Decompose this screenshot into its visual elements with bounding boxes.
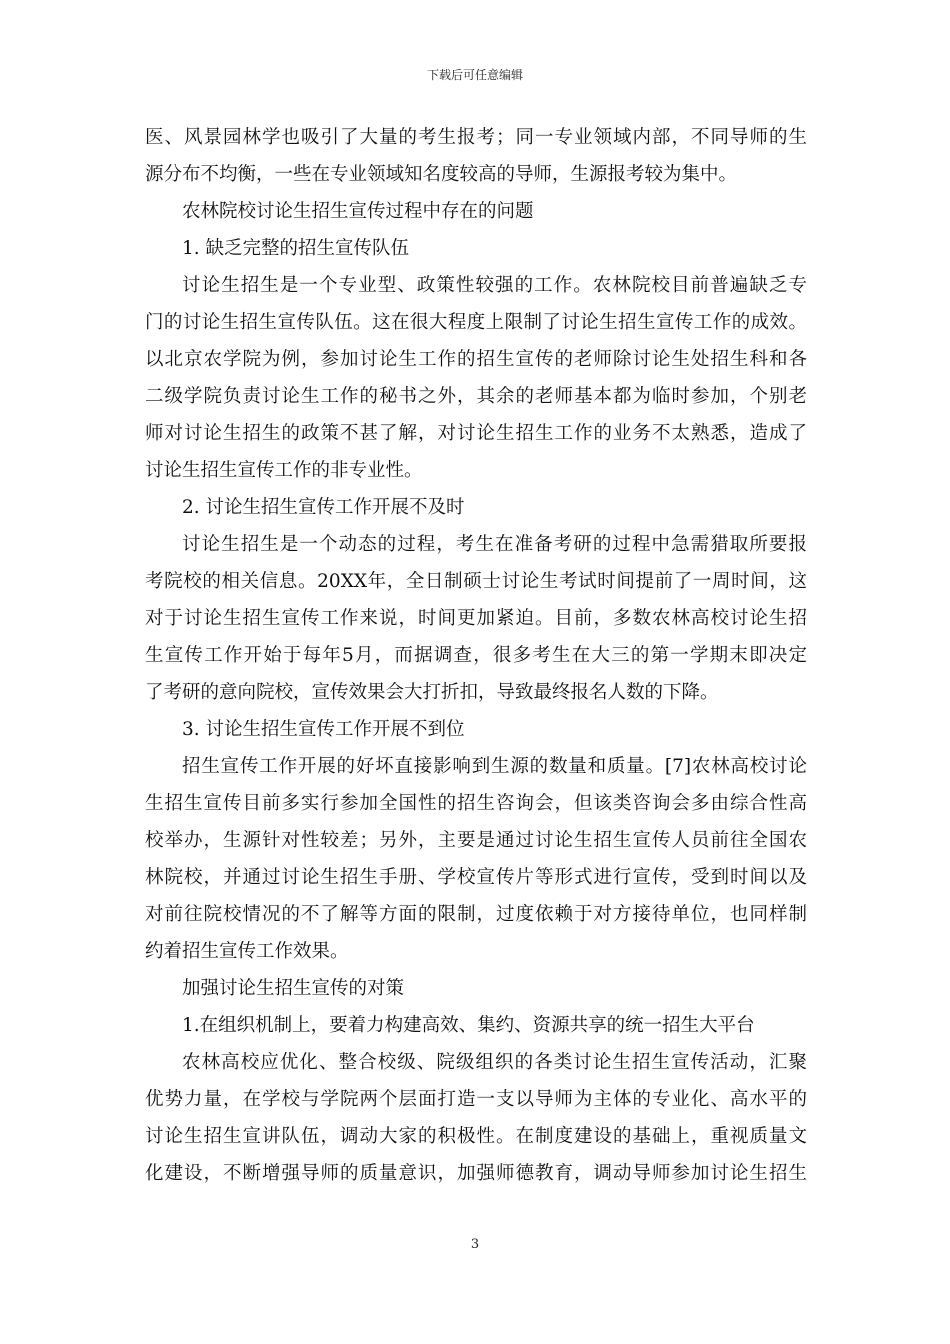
text-line: 了考研的意向院校，宣传效果会大打折扣，导致最终报名人数的下降。: [145, 682, 719, 703]
text-line: 医、风景园林学也吸引了大量的考生报考；同一专业领域内部，不同导师的生: [145, 127, 807, 148]
text-line: 以北京农学院为例，参加讨论生工作的招生宣传的老师除讨论生处招生科和各: [145, 349, 807, 370]
text-line: 讨论生招生宣讲队伍，调动大家的积极性。在制度建设的基础上，重视质量文: [145, 1126, 807, 1147]
text-line: 优势力量，在学校与学院两个层面打造一支以导师为主体的专业化、高水平的: [145, 1089, 807, 1110]
text-line: 3. 讨论生招生宣传工作开展不到位: [182, 719, 465, 740]
text-line: 讨论生招生是一个专业型、政策性较强的工作。农林院校目前普遍缺乏专: [182, 275, 807, 296]
text-line: 对前往院校情况的不了解等方面的限制，过度依赖于对方接待单位，也同样制: [145, 904, 807, 925]
text-line: 2. 讨论生招生宣传工作开展不及时: [182, 497, 465, 518]
text-line: 考院校的相关信息。20XX年，全日制硕士讨论生考试时间提前了一周时间，这: [145, 571, 807, 592]
text-line: 师对讨论生招生的政策不甚了解，对讨论生招生工作的业务不太熟悉，造成了: [145, 423, 807, 444]
text-line: 对于讨论生招生宣传工作来说，时间更加紧迫。目前，多数农林高校讨论生招: [145, 608, 807, 629]
text-line: 讨论生招生宣传工作的非专业性。: [145, 460, 423, 481]
text-line: 生招生宣传目前多实行参加全国性的招生咨询会，但该类咨询会多由综合性高: [145, 793, 807, 814]
text-line: 门的讨论生招生宣传队伍。这在很大程度上限制了讨论生招生宣传工作的成效。: [145, 312, 807, 333]
text-line: 约着招生宣传工作效果。: [145, 941, 349, 962]
text-line: 农林院校讨论生招生宣传过程中存在的问题: [182, 201, 534, 222]
page-number: 3: [470, 1237, 480, 1252]
text-line: 农林高校应优化、整合校级、院级组织的各类讨论生招生宣传活动，汇聚: [182, 1052, 807, 1073]
text-line: 化建设，不断增强导师的质量意识，加强师德教育，调动导师参加讨论生招生: [145, 1163, 807, 1184]
text-line: 林院校，并通过讨论生招生手册、学校宣传片等形式进行宣传，受到时间以及: [145, 867, 807, 888]
header-note: 下载后可任意编辑: [426, 68, 523, 82]
text-line: 校举办，生源针对性较差；另外，主要是通过讨论生招生宣传人员前往全国农: [145, 830, 807, 851]
text-line: 生宣传工作开始于每年5月，而据调查，很多考生在大三的第一学期末即决定: [145, 645, 807, 666]
text-line: 1. 缺乏完整的招生宣传队伍: [182, 238, 410, 259]
text-line: 1.在组织机制上，要着力构建高效、集约、资源共享的统一招生大平台: [182, 1015, 755, 1036]
text-line: 讨论生招生是一个动态的过程，考生在准备考研的过程中急需猎取所要报: [182, 534, 807, 555]
text-line: 加强讨论生招生宣传的对策: [182, 978, 405, 999]
text-line: 二级学院负责讨论生工作的秘书之外，其余的老师基本都为临时参加，个别老: [145, 386, 807, 407]
text-line: 源分布不均衡，一些在专业领域知名度较高的导师，生源报考较为集中。: [145, 164, 738, 185]
document-body: [145, 119, 807, 1192]
text-line: 招生宣传工作开展的好坏直接影响到生源的数量和质量。[7]农林高校讨论: [182, 756, 807, 777]
